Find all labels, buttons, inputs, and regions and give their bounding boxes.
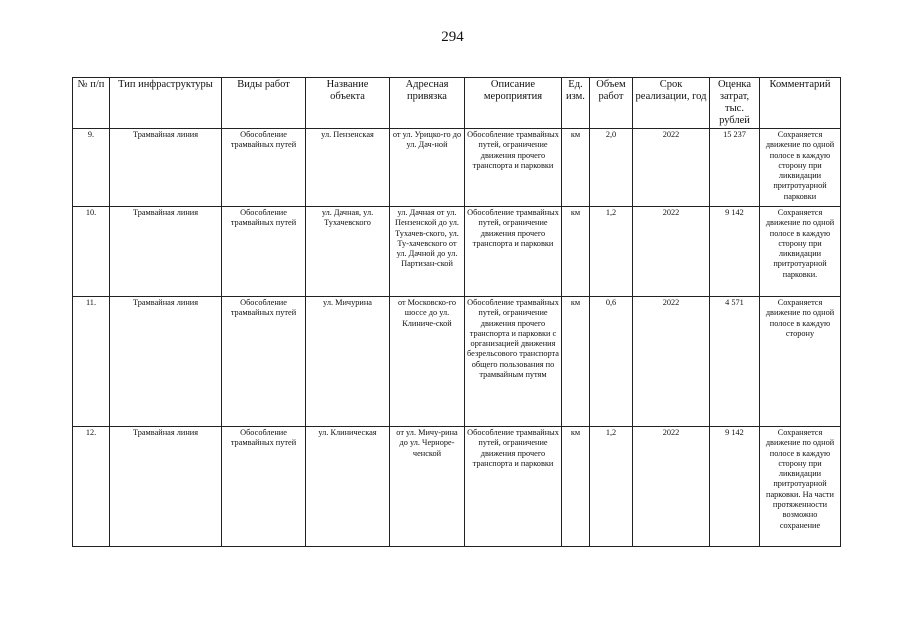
cell-type: Трамвайная линия xyxy=(110,207,222,297)
cell-unit: км xyxy=(562,207,590,297)
header-num: № п/п xyxy=(73,78,110,129)
infrastructure-table xyxy=(72,77,841,547)
cell-num: 10. xyxy=(73,207,110,297)
cell-volume: 1,2 xyxy=(590,207,633,297)
cell-unit: км xyxy=(562,129,590,207)
cell-unit: км xyxy=(562,427,590,547)
cell-cost: 4 571 xyxy=(710,297,760,427)
header-work: Виды работ xyxy=(222,78,306,129)
cell-comment: Сохраняется движение по одной полосе в каждую сторону xyxy=(760,297,841,427)
header-volume: Объем работ xyxy=(590,78,633,129)
cell-name: ул. Клиническая xyxy=(306,427,390,547)
cell-name: ул. Пензенская xyxy=(306,129,390,207)
cell-cost: 15 237 xyxy=(710,129,760,207)
cell-year: 2022 xyxy=(633,207,710,297)
table-row xyxy=(73,129,841,207)
cell-year: 2022 xyxy=(633,129,710,207)
header-comment: Комментарий xyxy=(760,78,841,129)
cell-work: Обособление трамвайных путей xyxy=(222,427,306,547)
header-cost: Оценка затрат, тыс. рублей xyxy=(710,78,760,129)
cell-description: Обособление трамвайных путей, ограничение движения прочего транспорта и парковки xyxy=(465,427,562,547)
header-year: Срок реализации, год xyxy=(633,78,710,129)
cell-address: от Московско-го шоссе до ул. Клиниче-ской xyxy=(390,297,465,427)
table-header-row xyxy=(73,78,841,129)
cell-type: Трамвайная линия xyxy=(110,427,222,547)
header-description: Описание мероприятия xyxy=(465,78,562,129)
cell-cost: 9 142 xyxy=(710,427,760,547)
cell-year: 2022 xyxy=(633,427,710,547)
cell-address: от ул. Мичу-рина до ул. Черноре-ченской xyxy=(390,427,465,547)
cell-comment: Сохраняется движение по одной полосе в каждую сторону при ликвидации притротуарной парковки. На части протяженности возможно сохранение xyxy=(760,427,841,547)
page-number: 294 xyxy=(441,29,464,45)
table-row xyxy=(73,297,841,427)
cell-comment: Сохраняется движение по одной полосе в каждую сторону при ликвидации притротуарной парковки. xyxy=(760,207,841,297)
cell-address: ул. Дачная от ул. Пензенской до ул. Тухачев-ского, ул. Ту-хачевского от ул. Дачной до ул. Партизан-ской xyxy=(390,207,465,297)
cell-year: 2022 xyxy=(633,297,710,427)
cell-type: Трамвайная линия xyxy=(110,297,222,427)
cell-description: Обособление трамвайных путей, ограничение движения прочего транспорта и парковки xyxy=(465,207,562,297)
cell-num: 9. xyxy=(73,129,110,207)
cell-name: ул. Мичурина xyxy=(306,297,390,427)
cell-volume: 2,0 xyxy=(590,129,633,207)
cell-work: Обособление трамвайных путей xyxy=(222,129,306,207)
cell-address: от ул. Урицко-го до ул. Дач-ной xyxy=(390,129,465,207)
cell-num: 12. xyxy=(73,427,110,547)
header-unit: Ед. изм. xyxy=(562,78,590,129)
header-name: Название объекта xyxy=(306,78,390,129)
table-row xyxy=(73,427,841,547)
cell-comment: Сохраняется движение по одной полосе в каждую сторону при ликвидации притротуарной парковки xyxy=(760,129,841,207)
header-address: Адресная привязка xyxy=(390,78,465,129)
cell-volume: 0,6 xyxy=(590,297,633,427)
cell-type: Трамвайная линия xyxy=(110,129,222,207)
cell-name: ул. Дачная, ул. Тухачевского xyxy=(306,207,390,297)
cell-num: 11. xyxy=(73,297,110,427)
table-row xyxy=(73,207,841,297)
cell-volume: 1,2 xyxy=(590,427,633,547)
cell-unit: км xyxy=(562,297,590,427)
cell-work: Обособление трамвайных путей xyxy=(222,297,306,427)
cell-cost: 9 142 xyxy=(710,207,760,297)
cell-description: Обособление трамвайных путей, ограничение движения прочего транспорта и парковки xyxy=(465,129,562,207)
header-type: Тип инфраструктуры xyxy=(110,78,222,129)
cell-description: Обособление трамвайных путей, ограничение движения прочего транспорта и парковки с организацией движения безрельсового транспорта общего пользования по трамвайным путям xyxy=(465,297,562,427)
cell-work: Обособление трамвайных путей xyxy=(222,207,306,297)
